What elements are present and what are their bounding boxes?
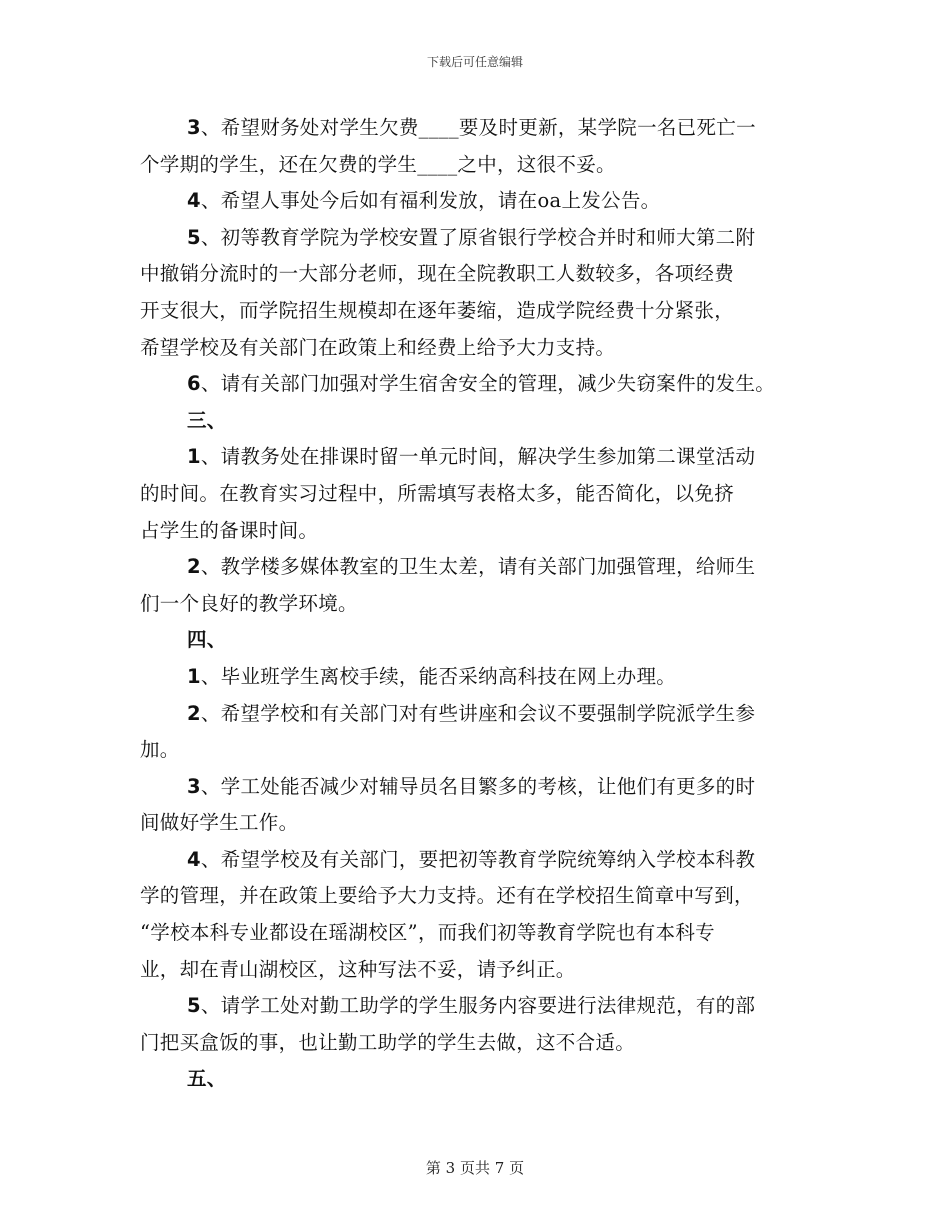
- line-text: 加。: [140, 738, 180, 762]
- line-text: 、请学工处对勤工助学的学生服务内容要进行法律规范，有的部: [200, 994, 756, 1018]
- paragraph-line: [140, 330, 840, 367]
- line-text: 们一个良好的教学环境。: [140, 591, 358, 615]
- line-text: 、请有关部门加强对学生宿舍安全的管理，减少失窃案件的发生。: [200, 372, 776, 396]
- header-note: 下载后可任意编辑: [426, 55, 523, 69]
- line-text: 学的管理，并在政策上要给予大力支持。还有在学校招生简章中写到，: [140, 884, 754, 908]
- paragraph-line: [140, 769, 840, 806]
- line-text: 的时间。在教育实习过程中，所需填写表格太多，能否简化，以免挤: [140, 481, 735, 505]
- line-text: 、学工处能否减少对辅导员名目繁多的考核，让他们有更多的时: [200, 774, 756, 798]
- line-text: 、希望学校及有关部门，要把初等教育学院统筹纳入学校本科教: [200, 847, 756, 871]
- paragraph-line: [140, 256, 840, 293]
- item-number: 2: [187, 555, 201, 579]
- paragraph-line: [140, 293, 840, 330]
- item-number: 5: [187, 994, 201, 1018]
- paragraph-line: [140, 366, 840, 403]
- line-text: 、初等教育学院为学校安置了原省银行学校合并时和师大第二附: [200, 225, 756, 249]
- line-text: 间做好学生工作。: [140, 811, 299, 835]
- line-text: 中撤销分流时的一大部分老师，现在全院教职工人数较多，各项经费: [140, 262, 735, 286]
- item-number: 3: [187, 116, 201, 139]
- paragraph-line: [140, 476, 840, 513]
- line-text: 、希望学校和有关部门对有些讲座和会议不要强制学院派学生参: [200, 701, 756, 725]
- line-text: 门把买盒饭的事，也让勤工助学的学生去做，这不合适。: [140, 1030, 636, 1054]
- item-number: 5: [187, 225, 201, 249]
- line-text: 、请教务处在排课时留一单元时间，解决学生参加第二课堂活动: [200, 445, 756, 469]
- paragraph-line: [140, 659, 840, 696]
- paragraph-line: [140, 549, 840, 586]
- paragraph-line: [140, 183, 840, 220]
- paragraph-line: [140, 805, 840, 842]
- paragraph-line: [140, 952, 840, 989]
- paragraph-line: [140, 988, 840, 1025]
- line-text: 、毕业班学生离校手续，能否采纳高科技在网上办理。: [200, 664, 677, 688]
- line-text: 、教学楼多媒体教室的卫生太差，请有关部门加强管理，给师生: [200, 555, 756, 579]
- paragraph-line: [140, 1025, 840, 1062]
- line-text: 个学期的学生，还在欠费的学生____之中，这很不妥。: [140, 152, 616, 176]
- page-number-footer: 第 3 页共 7 页: [425, 1159, 525, 1177]
- item-number: 4: [187, 189, 201, 213]
- item-number: 1: [187, 445, 201, 469]
- paragraph-line: [140, 439, 840, 476]
- line-text: 业，却在青山湖校区，这种写法不妥，请予纠正。: [140, 957, 576, 981]
- line-text: 希望学校及有关部门在政策上和经费上给予大力支持。: [140, 335, 616, 359]
- paragraph-line: [140, 842, 840, 879]
- line-text: 开支很大，而学院招生规模却在逐年萎缩，造成学院经费十分紧张，: [140, 298, 735, 322]
- section-heading: 五、: [187, 1067, 227, 1091]
- paragraph-line: [140, 110, 840, 147]
- item-number: 2: [187, 701, 201, 725]
- paragraph-line: [140, 586, 840, 623]
- paragraph-line: [140, 915, 840, 952]
- line-text: “学校本科专业都设在瑶湖校区”，而我们初等教育学院也有本科专: [140, 921, 715, 945]
- paragraph-line: [140, 732, 840, 769]
- item-number: 1: [187, 664, 201, 688]
- item-number: 6: [187, 372, 201, 396]
- item-number: 4: [187, 847, 201, 871]
- section-heading: 三、: [187, 408, 227, 432]
- line-text: 、希望人事处今后如有福利发放，请在oa上发公告。: [200, 189, 661, 213]
- paragraph-line: [140, 513, 840, 550]
- paragraph-line: [140, 878, 840, 915]
- item-number: 3: [187, 774, 201, 798]
- paragraph-line: [140, 220, 840, 257]
- document-body: [140, 110, 840, 1098]
- paragraph-line: [140, 147, 840, 184]
- section-heading: 四、: [187, 628, 227, 652]
- line-text: 占学生的备课时间。: [140, 518, 319, 542]
- paragraph-line: [140, 696, 840, 733]
- line-text: 、希望财务处对学生欠费____要及时更新，某学院一名已死亡一: [200, 116, 756, 139]
